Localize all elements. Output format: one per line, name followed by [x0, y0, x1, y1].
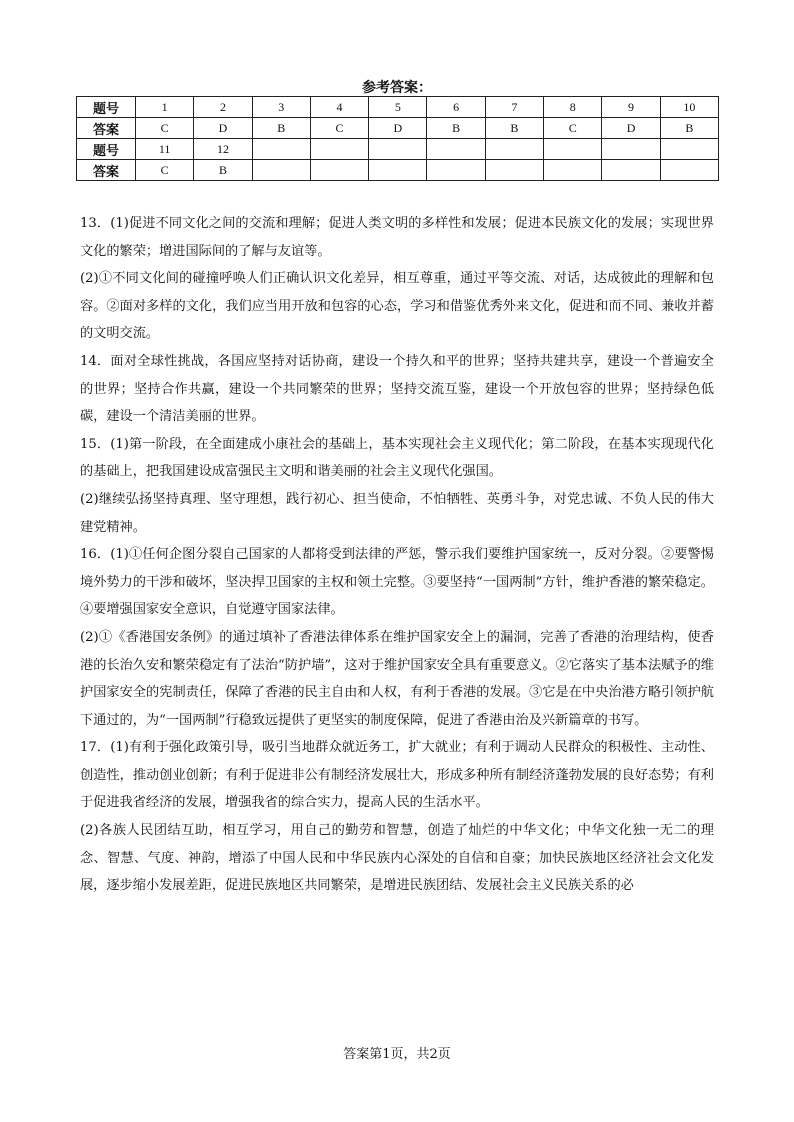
row-label: 题号 — [77, 139, 136, 160]
answer-paragraph: (2)①不同文化间的碰撞呼唤人们正确认识文化差异，相互尊重，通过平等交流、对话，达成彼此的理解和包容。②面对多样的文化，我们应当用开放和包容的心态，学习和借鉴优秀外来文化，促进和而不同、兼收并蓄的文明交流。 — [80, 271, 714, 342]
answer-paragraph: 15．(1)第一阶段，在全面建成小康社会的基础上，基本实现社会主义现代化；第二阶段，在基本实现现代化的基础上，把我国建设成富强民主文明和谐美丽的社会主义现代化强国。 — [80, 436, 714, 480]
table-cell: 7 — [485, 97, 543, 118]
answer-paragraph: 16．(1)①任何企图分裂自己国家的人都将受到法律的严惩，警示我们要维护国家统一，反对分裂。②要警惕境外势力的干涉和破坏，坚决捍卫国家的主权和领土完整。③要坚持“一国两制”方针，维护香港的繁荣稳定。④要增强国家安全意识，自觉遵守国家法律。 — [80, 547, 714, 618]
table-cell: 2 — [194, 97, 252, 118]
table-cell: D — [602, 118, 660, 139]
table-cell: C — [136, 160, 194, 181]
answer-paragraph: (2)①《香港国安条例》的通过填补了香港法律体系在维护国家安全上的漏洞，完善了香港的治理结构，使香港的长治久安和繁荣稳定有了法治“防护墙”，这对于维护国家安全具有重要意义。②它落实了基本法赋予的维护国家安全的宪制责任，保障了香港的民主自由和人权，有利于香港的发展。③它是在中央治港方略引领护航下通过的，为“一国两制”行稳致远提供了更坚实的制度保障，促进了香港由治及兴新篇章的书写。 — [80, 629, 714, 728]
table-row — [77, 97, 719, 118]
table-cell: B — [660, 118, 718, 139]
table-cell: 4 — [310, 97, 368, 118]
table-cell: D — [194, 118, 252, 139]
row-label: 答案 — [77, 118, 136, 139]
table-cell: D — [369, 118, 427, 139]
table-cell — [252, 160, 310, 181]
answer-paragraph: 14．面对全球性挑战，各国应坚持对话协商，建设一个持久和平的世界；坚持共建共享，建设一个普遍安全的世界；坚持合作共赢，建设一个共同繁荣的世界；坚持交流互鉴，建设一个开放包容的世界；坚持绿色低碳，建设一个清洁美丽的世界。 — [80, 353, 714, 425]
table-cell: 5 — [369, 97, 427, 118]
table-row — [77, 118, 719, 139]
table-cell — [252, 139, 310, 160]
table-cell — [660, 139, 718, 160]
table-cell: C — [544, 118, 602, 139]
page-title: 参考答案： — [362, 80, 432, 96]
answer-table — [76, 96, 719, 181]
table-cell — [427, 160, 485, 181]
table-cell: C — [310, 118, 368, 139]
table-cell: B — [194, 160, 252, 181]
table-cell — [602, 160, 660, 181]
table-cell — [485, 160, 543, 181]
table-row — [77, 160, 719, 181]
table-cell — [544, 160, 602, 181]
row-label: 答案 — [77, 160, 136, 181]
table-cell: C — [136, 118, 194, 139]
table-cell: 12 — [194, 139, 252, 160]
table-cell: 8 — [544, 97, 602, 118]
table-cell: 6 — [427, 97, 485, 118]
table-cell: 10 — [660, 97, 718, 118]
table-cell: 3 — [252, 97, 310, 118]
table-cell: 1 — [136, 97, 194, 118]
page-footer: 答案第1页，共2页 — [343, 1047, 451, 1062]
answer-paragraph: 17．(1)有利于强化政策引导，吸引当地群众就近务工，扩大就业；有利于调动人民群众的积极性、主动性、创造性，推动创业创新；有利于促进非公有制经济发展壮大，形成多种所有制经济蓬勃发展的良好态势；有利于促进我省经济的发展，增强我省的综合实力，提高人民的生活水平。 — [80, 740, 714, 811]
table-row — [77, 139, 719, 160]
table-cell: B — [485, 118, 543, 139]
answer-paragraph: 13．(1)促进不同文化之间的交流和理解；促进人类文明的多样性和发展；促进本民族文化的发展；实现世界文化的繁荣；增进国际间的了解与友谊等。 — [80, 216, 714, 259]
row-label: 题号 — [77, 97, 136, 118]
answer-paragraph: (2)继续弘扬坚持真理、坚守理想，践行初心、担当使命，不怕牺牲、英勇斗争，对党忠诚、不负人民的伟大建党精神。 — [80, 491, 714, 535]
table-cell: 9 — [602, 97, 660, 118]
table-cell — [660, 160, 718, 181]
table-cell — [369, 139, 427, 160]
answer-paragraph: (2)各族人民团结互助，相互学习，用自己的勤劳和智慧，创造了灿烂的中华文化；中华文化独一无二的理念、智慧、气度、神韵，增添了中国人民和中华民族内心深处的自信和自豪；加快民族地区经济社会文化发展，逐步缩小发展差距，促进民族地区共同繁荣，是增进民族团结、发展社会主义民族关系的必 — [80, 823, 714, 894]
table-cell: 11 — [136, 139, 194, 160]
table-cell — [310, 139, 368, 160]
table-cell — [602, 139, 660, 160]
table-cell: B — [427, 118, 485, 139]
answer-content — [80, 210, 714, 900]
table-cell — [427, 139, 485, 160]
table-cell — [369, 160, 427, 181]
table-cell — [485, 139, 543, 160]
table-cell: B — [252, 118, 310, 139]
table-cell — [310, 160, 368, 181]
table-cell — [544, 139, 602, 160]
